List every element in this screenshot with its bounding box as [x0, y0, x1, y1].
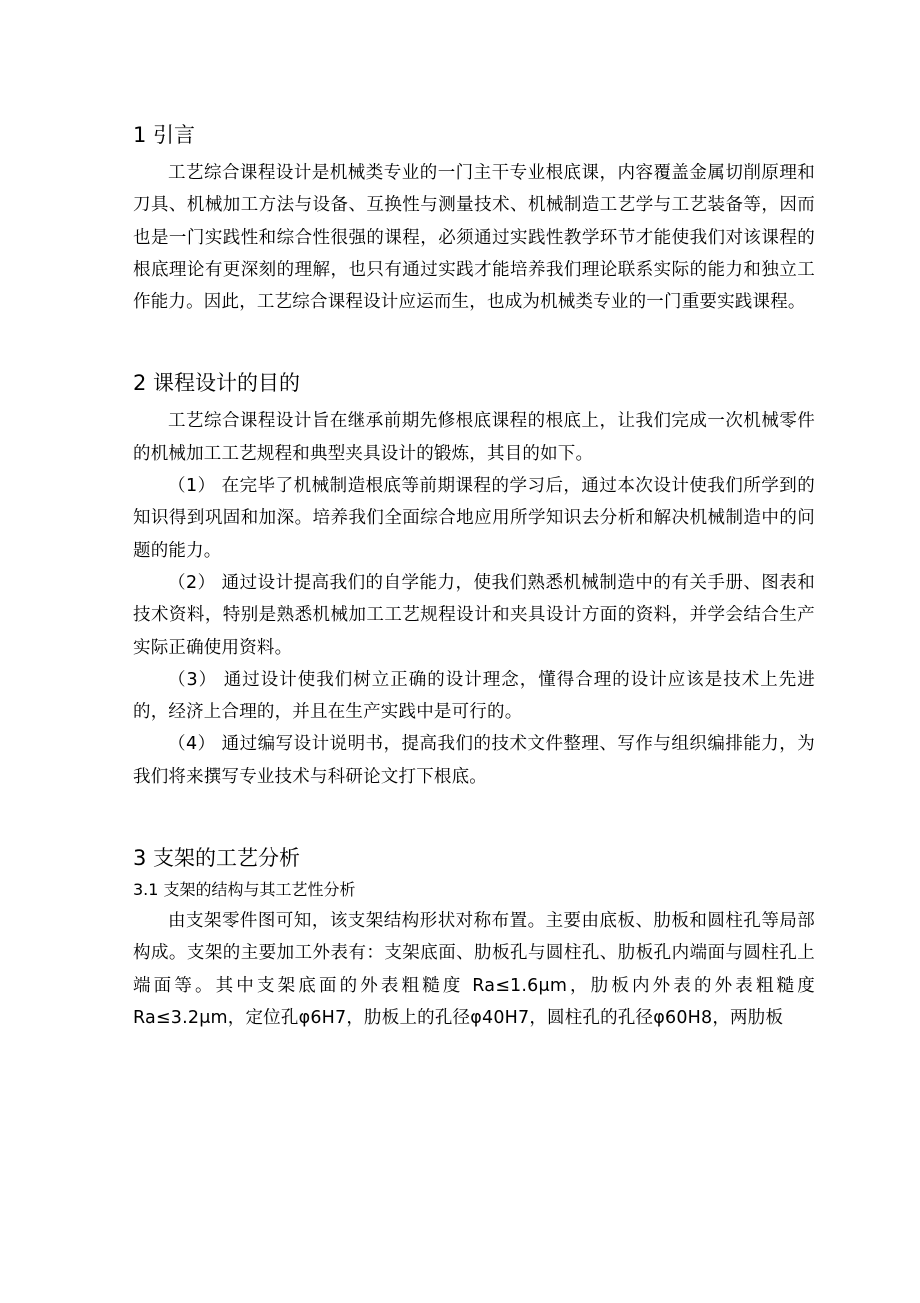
section-heading: 1 引言 [133, 123, 196, 147]
paragraph: 工艺综合课程设计旨在继承前期先修根底课程的根底上，让我们完成一次机械零件的机械加工工艺规程和典型夹具设计的锻炼，其目的如下。 [133, 411, 815, 464]
paragraph: 工艺综合课程设计是机械类专业的一门主干专业根底课，内容覆盖金属切削原理和刀具、机械加工方法与设备、互换性与测量技术、机械制造工艺学与工艺装备等，因而也是一门实践性和综合性很强的课程，必须通过实践性教学环节才能使我们对该课程的根底理论有更深刻的理解，也只有通过实践才能培养我们理论联系实际的能力和独立工作能力。因此，工艺综合课程设计应运而生，也成为机械类专业的一门重要实践课程。 [133, 163, 815, 313]
section-heading: 3 支架的工艺分析 [133, 846, 301, 871]
section-introduction [133, 118, 815, 318]
list-item: （4） 通过编写设计说明书，提高我们的技术文件整理、写作与组织编排能力，为我们将来撰写专业技术与科研论文打下根底。 [133, 734, 815, 787]
section-process-analysis [133, 841, 815, 1034]
list-item: （1） 在完毕了机械制造根底等前期课程的学习后，通过本次设计使我们所学到的知识得到巩固和加深。培养我们全面综合地应用所学知识去分析和解决机械制造中的问题的能力。 [133, 476, 815, 561]
section-course-design-purpose [133, 366, 815, 793]
section-heading: 2 课程设计的目的 [133, 371, 301, 396]
document-body [133, 118, 815, 1034]
list-item: （3） 通过设计使我们树立正确的设计理念，懂得合理的设计应该是技术上先进的，经济上合理的，并且在生产实践中是可行的。 [133, 669, 815, 723]
paragraph: 由支架零件图可知，该支架结构形状对称布置。主要由底板、肋板和圆柱孔等局部构成。支架的主要加工外表有：支架底面、肋板孔与圆柱孔、肋板孔内端面与圆柱孔上端面等。其中支架底面的外表粗糙度 Ra≤1.6μm，肋板内外表的外表粗糙度 Ra≤3.2μm，定位孔φ6H7，肋板上的孔径φ40H7，圆柱孔的孔径φ60H8，两肋板 [133, 911, 815, 1028]
subsection-heading: 3.1 支架的结构与其工艺性分析 [133, 880, 356, 900]
list-item: （2） 通过设计提高我们的自学能力，使我们熟悉机械制造中的有关手册、图表和技术资料，特别是熟悉机械加工工艺规程设计和夹具设计方面的资料，并学会结合生产实际正确使用资料。 [133, 572, 815, 658]
